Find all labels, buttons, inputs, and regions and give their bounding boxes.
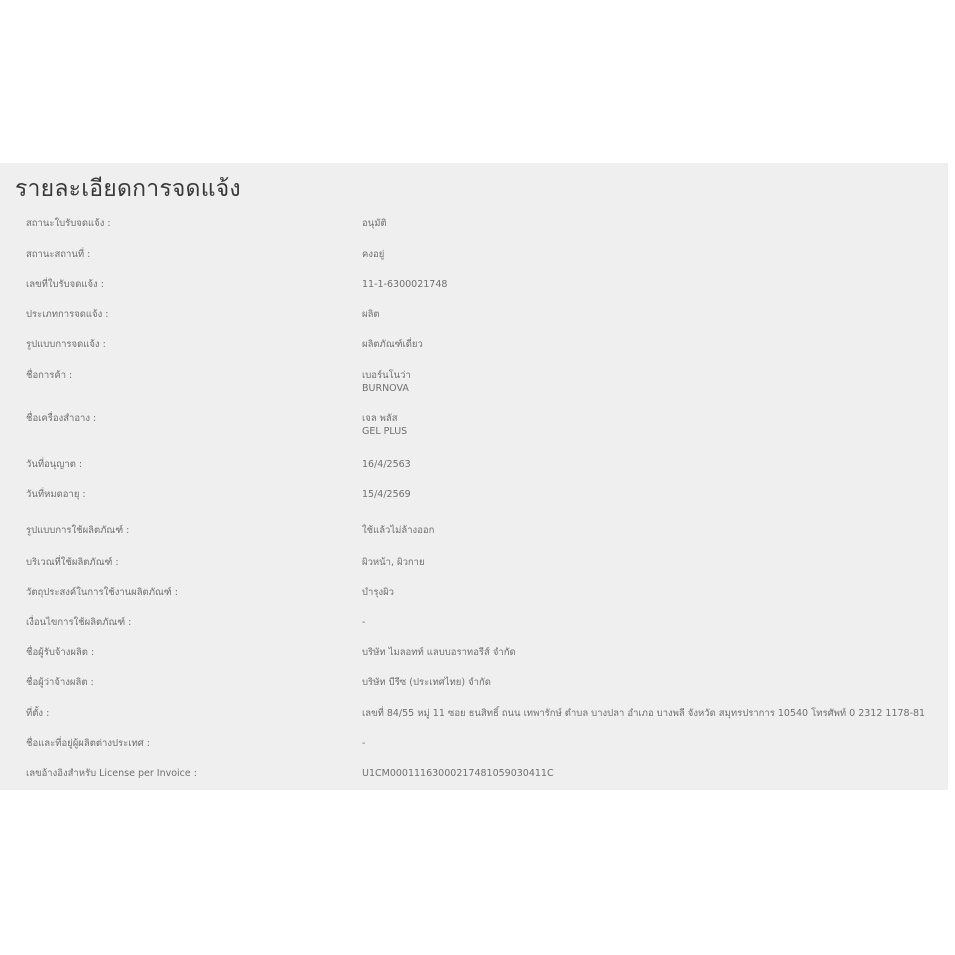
detail-value: - [362, 617, 366, 628]
detail-label: ชื่อและที่อยู่ผู้ผลิตต่างประเทศ : [26, 738, 150, 749]
detail-label: สถานะใบรับจดแจ้ง : [26, 218, 111, 229]
detail-label: ชื่อผู้ว่าจ้างผลิต : [26, 677, 94, 688]
detail-label: ประเภทการจดแจ้ง : [26, 309, 109, 320]
detail-value: เจล พลัส GEL PLUS [362, 413, 408, 437]
detail-value: บริษัท บีรีซ (ประเทศไทย) จำกัด [362, 677, 491, 688]
detail-value: - [362, 738, 366, 749]
detail-value: อนุมัติ [362, 218, 387, 229]
detail-label: สถานะสถานที่ : [26, 249, 91, 260]
detail-value: ผิวหน้า, ผิวกาย [362, 557, 425, 568]
detail-value: คงอยู่ [362, 249, 385, 260]
detail-label: ที่ตั้ง : [26, 708, 50, 719]
page-title: รายละเอียดการจดแจ้ง [15, 176, 241, 202]
detail-value: 16/4/2563 [362, 459, 411, 470]
detail-label: รูปแบบการจดแจ้ง : [26, 339, 106, 350]
detail-label: วันที่หมดอายุ : [26, 489, 86, 500]
detail-label: รูปแบบการใช้ผลิตภัณฑ์ : [26, 525, 130, 536]
detail-label: วัตถุประสงค์ในการใช้งานผลิตภัณฑ์ : [26, 587, 178, 598]
detail-value: เบอร์นโนว่า BURNOVA [362, 370, 411, 394]
detail-value: ผลิตภัณฑ์เดี่ยว [362, 339, 423, 350]
detail-label: วันที่อนุญาต : [26, 459, 83, 470]
detail-label: เลขอ้างอิงสำหรับ License per Invoice : [26, 768, 197, 779]
detail-label: ชื่อเครื่องสำอาง : [26, 413, 97, 424]
detail-label: บริเวณที่ใช้ผลิตภัณฑ์ : [26, 557, 119, 568]
detail-label: เลขที่ใบรับจดแจ้ง : [26, 279, 104, 290]
detail-value: 11-1-6300021748 [362, 279, 448, 290]
detail-label: ชื่อการค้า : [26, 370, 73, 381]
registration-details-panel [0, 163, 948, 790]
detail-value: ใช้แล้วไม่ล้างออก [362, 525, 435, 536]
detail-value: บำรุงผิว [362, 587, 395, 598]
detail-value: ผลิต [362, 309, 380, 320]
detail-label: เงื่อนไขการใช้ผลิตภัณฑ์ : [26, 617, 132, 628]
detail-label: ชื่อผู้รับจ้างผลิต : [26, 647, 95, 658]
detail-value: บริษัท ไมลอทท์ แลบบอราทอรีส์ จำกัด [362, 647, 516, 658]
detail-value: 15/4/2569 [362, 489, 411, 500]
detail-value: U1CM00011163000217481059030411C [362, 768, 554, 779]
detail-value: เลขที่ 84/55 หมู่ 11 ซอย ธนสิทธิ์ ถนน เทพารักษ์ ตำบล บางปลา อำเภอ บางพลี จังหวัด สมุทรปราการ 10540 โทรศัพท์ 0 2312 1178-81 [362, 708, 926, 719]
